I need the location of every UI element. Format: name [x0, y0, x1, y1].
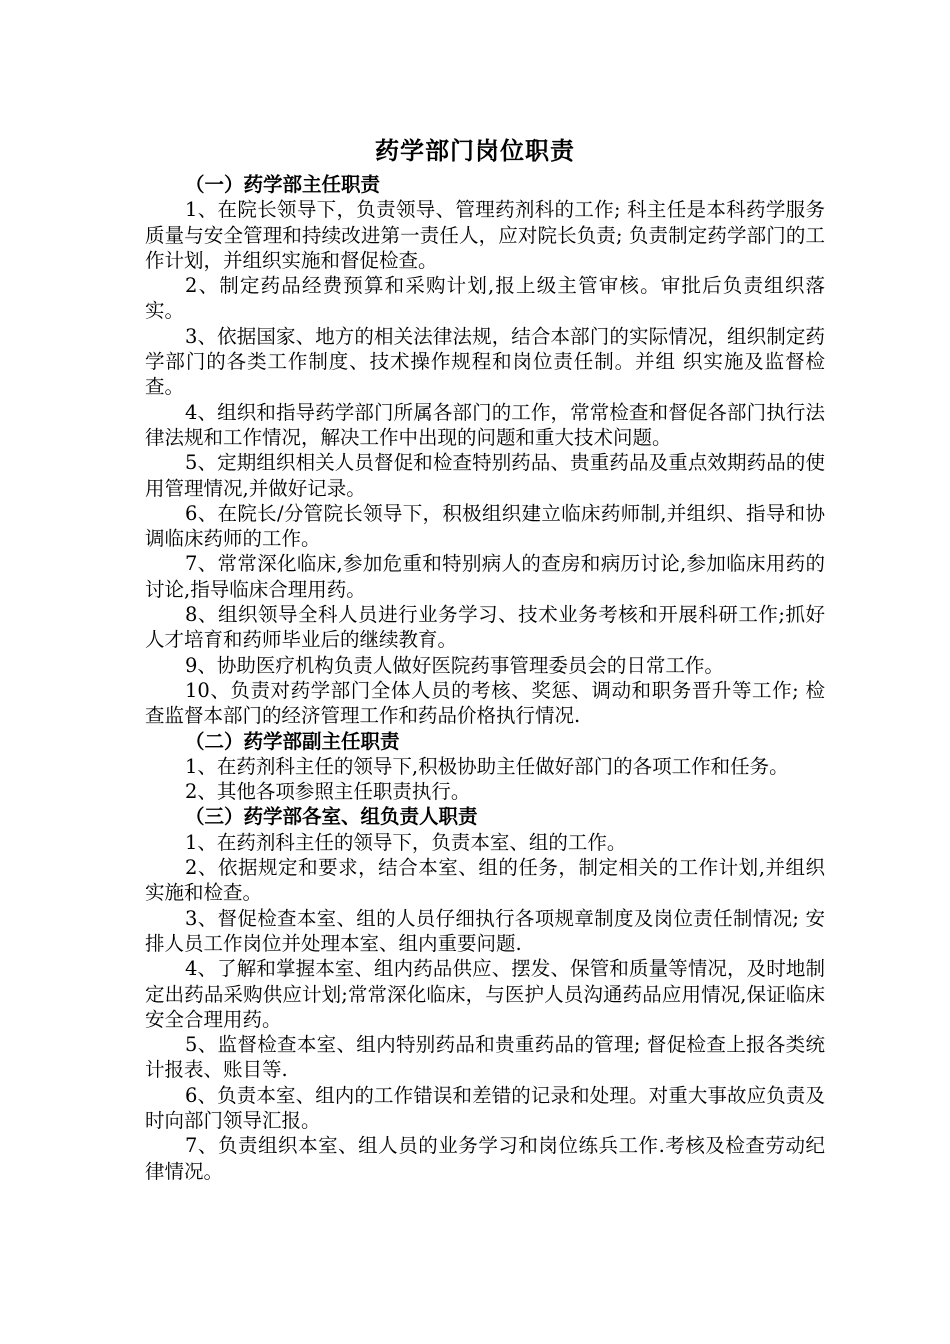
paragraph: 7、常常深化临床,参加危重和特别病人的查房和病历讨论,参加临床用药的讨论,指导临床合理用药。: [145, 552, 825, 601]
document-title: 药学部门岗位职责: [375, 137, 575, 165]
paragraph: 9、协助医疗机构负责人做好医院药事管理委员会的日常工作。: [185, 653, 724, 677]
paragraph: 4、组织和指导药学部门所属各部门的工作，常常检查和督促各部门执行法律法规和工作情况，解决工作中出现的问题和重大技术问题。: [145, 400, 825, 449]
paragraph: 3、依据国家、地方的相关法律法规，结合本部门的实际情况，组织制定药学部门的各类工作制度、技术操作规程和岗位责任制。并组 织实施及监督检查。: [145, 324, 825, 399]
document-body: [145, 172, 825, 1184]
paragraph: 4、了解和掌握本室、组内药品供应、摆发、保管和质量等情况，及时地制定出药品采购供应计划;常常深化临床，与医护人员沟通药品应用情况,保证临床安全合理用药。: [145, 957, 825, 1031]
paragraph: 6、在院长/分管院长领导下，积极组织建立临床药师制,并组织、指导和协调临床药师的工作。: [145, 501, 825, 551]
paragraph: 1、在药剂科主任的领导下，负责本室、组的工作。: [185, 830, 627, 854]
section-heading: （二）药学部副主任职责: [185, 729, 400, 753]
paragraph: 10、负责对药学部门全体人员的考核、奖惩、调动和职务晋升等工作; 检查监督本部门的经济管理工作和药品价格执行情况.: [145, 678, 825, 728]
section-heading: （一）药学部主任职责: [185, 173, 381, 196]
paragraph: 2、制定药品经费预算和采购计划,报上级主管审核。审批后负责组织落实。: [145, 274, 825, 323]
paragraph: 2、其他各项参照主任职责执行。: [185, 780, 471, 804]
paragraph: 1、在药剂科主任的领导下,积极协助主任做好部门的各项工作和任务。: [185, 754, 789, 778]
paragraph: 8、组织领导全科人员进行业务学习、技术业务考核和开展科研工作;抓好人才培育和药师毕业后的继续教育。: [145, 603, 825, 652]
paragraph: 5、定期组织相关人员督促和检查特别药品、贵重药品及重点效期药品的使用管理情况,并做好记录。: [145, 451, 825, 500]
section-director: [145, 172, 825, 729]
section-heading: （三）药学部各室、组负责人职责: [185, 805, 478, 829]
section-deputy-director: [145, 729, 825, 805]
paragraph: 2、依据规定和要求，结合本室、组的任务，制定相关的工作计划,并组织实施和检查。: [145, 856, 825, 905]
section-unit-heads: [145, 804, 825, 1183]
paragraph: 3、督促检查本室、组的人员仔细执行各项规章制度及岗位责任制情况; 安排人员工作岗位并处理本室、组内重要问题.: [145, 906, 825, 955]
paragraph: 6、负责本室、组内的工作错误和差错的记录和处理。对重大事故应负责及时向部门领导汇报。: [145, 1083, 825, 1132]
paragraph: 1、在院长领导下，负责领导、管理药剂科的工作; 科主任是本科药学服务质量与安全管理和持续改进第一责任人，应对院长负责; 负责制定药学部门的工作计划，并组织实施和督促检查。: [145, 198, 825, 272]
paragraph: 5、监督检查本室、组内特别药品和贵重药品的管理; 督促检查上报各类统计报表、账目等.: [145, 1033, 825, 1082]
paragraph: 7、负责组织本室、组人员的业务学习和岗位练兵工作.考核及检查劳动纪律情况。: [145, 1134, 825, 1183]
